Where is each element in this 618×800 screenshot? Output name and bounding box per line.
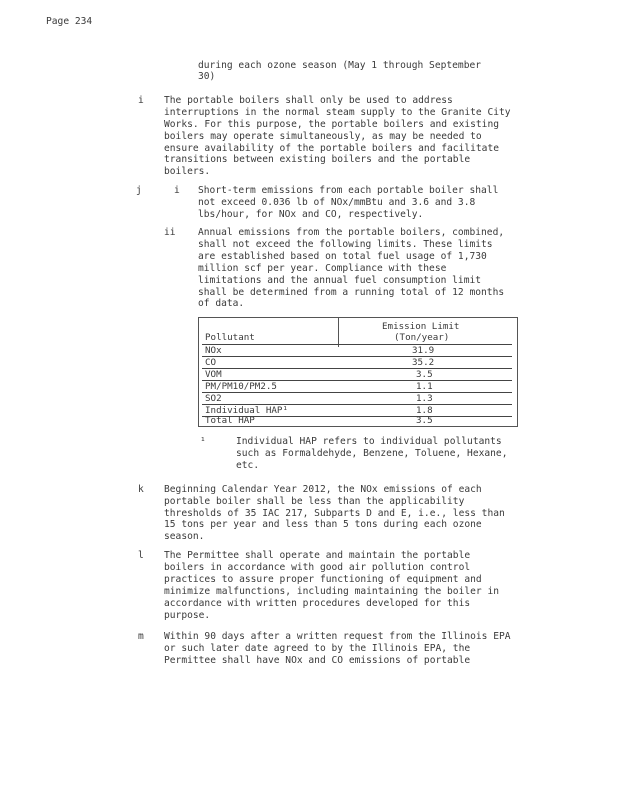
table-cell-limit: 3.5 xyxy=(416,369,433,380)
item-j-sub-ii-line: shall be determined from a running total of 12 months xyxy=(198,287,505,298)
table-cell-limit: 35.2 xyxy=(412,357,435,368)
item-j-sub-i-line: Short-term emissions from each portable boiler shall xyxy=(198,185,499,196)
table-cell-limit: 1.1 xyxy=(416,381,433,392)
item-i-line: Works. For this purpose, the portable boilers and existing xyxy=(164,119,500,130)
item-m-line: Within 90 days after a written request from the Illinois EPA xyxy=(164,631,511,642)
item-j-sub-i-marker: i xyxy=(174,185,180,196)
footnote-line: such as Formaldehyde, Benzene, Toluene, Hexane, xyxy=(236,448,508,459)
item-l-line: accordance with written procedures developed for this xyxy=(164,598,471,609)
item-i-line: boilers. xyxy=(164,166,211,177)
table-cell-pollutant: Individual HAP¹ xyxy=(205,405,288,416)
item-l-line: practices to assure proper functioning of equipment and xyxy=(164,574,482,585)
table-cell-pollutant: SO2 xyxy=(205,393,222,404)
item-i-marker: i xyxy=(138,95,144,106)
table-cell-pollutant: CO xyxy=(205,357,217,368)
table-row-rule xyxy=(202,368,512,369)
item-i-line: transitions between existing boilers and the portable xyxy=(164,154,471,165)
table-cell-limit: 1.3 xyxy=(416,393,433,404)
footnote-marker: ¹ xyxy=(200,436,206,447)
item-i-line: boilers may operate simultaneously, as may be needed to xyxy=(164,131,482,142)
paragraph-h-line: during each ozone season (May 1 through September xyxy=(198,60,482,71)
table-cell-pollutant: NOx xyxy=(205,345,222,356)
item-j-sub-ii-line: shall not exceed the following limits. These limits xyxy=(198,239,493,250)
table-cell-pollutant: PM/PM10/PM2.5 xyxy=(205,381,277,392)
item-k-line: Beginning Calendar Year 2012, the NOx emissions of each xyxy=(164,484,482,495)
item-m-line: or such later date agreed to by the Illinois EPA, the xyxy=(164,643,471,654)
item-l-line: purpose. xyxy=(164,610,211,621)
table-header-rule xyxy=(202,344,512,345)
table-header-pollutant: Pollutant xyxy=(205,332,255,343)
footnote-line: etc. xyxy=(236,460,260,471)
item-l-line: minimize malfunctions, including maintaining the boiler in xyxy=(164,586,500,597)
page-header: Page 234 xyxy=(46,16,93,27)
table-column-divider xyxy=(338,317,339,347)
item-j-sub-ii-line: of data. xyxy=(198,298,245,309)
item-l-line: boilers in accordance with good air pollution control xyxy=(164,562,471,573)
table-cell-limit: 3.5 xyxy=(416,415,433,426)
item-i-line: ensure availability of the portable boilers and facilitate xyxy=(164,143,500,154)
table-row-rule xyxy=(202,392,512,393)
table-cell-limit: 1.8 xyxy=(416,405,433,416)
item-l-line: The Permittee shall operate and maintain the portable xyxy=(164,550,471,561)
item-i-line: interruptions in the normal steam supply to the Granite City xyxy=(164,107,511,118)
item-j-sub-i-line: lbs/hour, for NOx and CO, respectively. xyxy=(198,209,424,220)
item-j-sub-ii-line: are established based on total fuel usage of 1,730 xyxy=(198,251,487,262)
item-l-marker: l xyxy=(138,550,144,561)
item-k-marker: k xyxy=(138,484,144,495)
item-k-line: season. xyxy=(164,531,205,542)
item-j-sub-ii-line: limitations and the annual fuel consumption limit xyxy=(198,275,482,286)
item-j-marker: j xyxy=(136,185,142,196)
emission-limits-table xyxy=(198,317,518,427)
table-header-units: (Ton/year) xyxy=(394,332,450,343)
item-j-sub-ii-marker: ii xyxy=(164,227,176,238)
item-j-sub-ii-line: Annual emissions from the portable boilers, combined, xyxy=(198,227,505,238)
table-cell-pollutant: VOM xyxy=(205,369,222,380)
table-cell-pollutant: Total HAP xyxy=(205,415,255,426)
table-cell-limit: 31.9 xyxy=(412,345,435,356)
item-k-line: 15 tons per year and less than 5 tons during each ozone xyxy=(164,519,482,530)
footnote-line: Individual HAP refers to individual pollutants xyxy=(236,436,502,447)
item-m-marker: m xyxy=(138,631,144,642)
item-m-line: Permittee shall have NOx and CO emissions of portable xyxy=(164,655,471,666)
table-row-rule xyxy=(202,356,512,357)
item-k-line: portable boiler shall be less than the applicability xyxy=(164,496,465,507)
item-j-sub-i-line: not exceed 0.036 lb of NOx/mmBtu and 3.6 and 3.8 xyxy=(198,197,476,208)
paragraph-h-line: 30) xyxy=(198,71,216,82)
item-k-line: thresholds of 35 IAC 217, Subparts D and E, i.e., less than xyxy=(164,508,505,519)
item-j-sub-ii-line: million scf per year. Compliance with these xyxy=(198,263,447,274)
table-header-limit: Emission Limit xyxy=(382,321,460,332)
item-i-line: The portable boilers shall only be used to address xyxy=(164,95,453,106)
